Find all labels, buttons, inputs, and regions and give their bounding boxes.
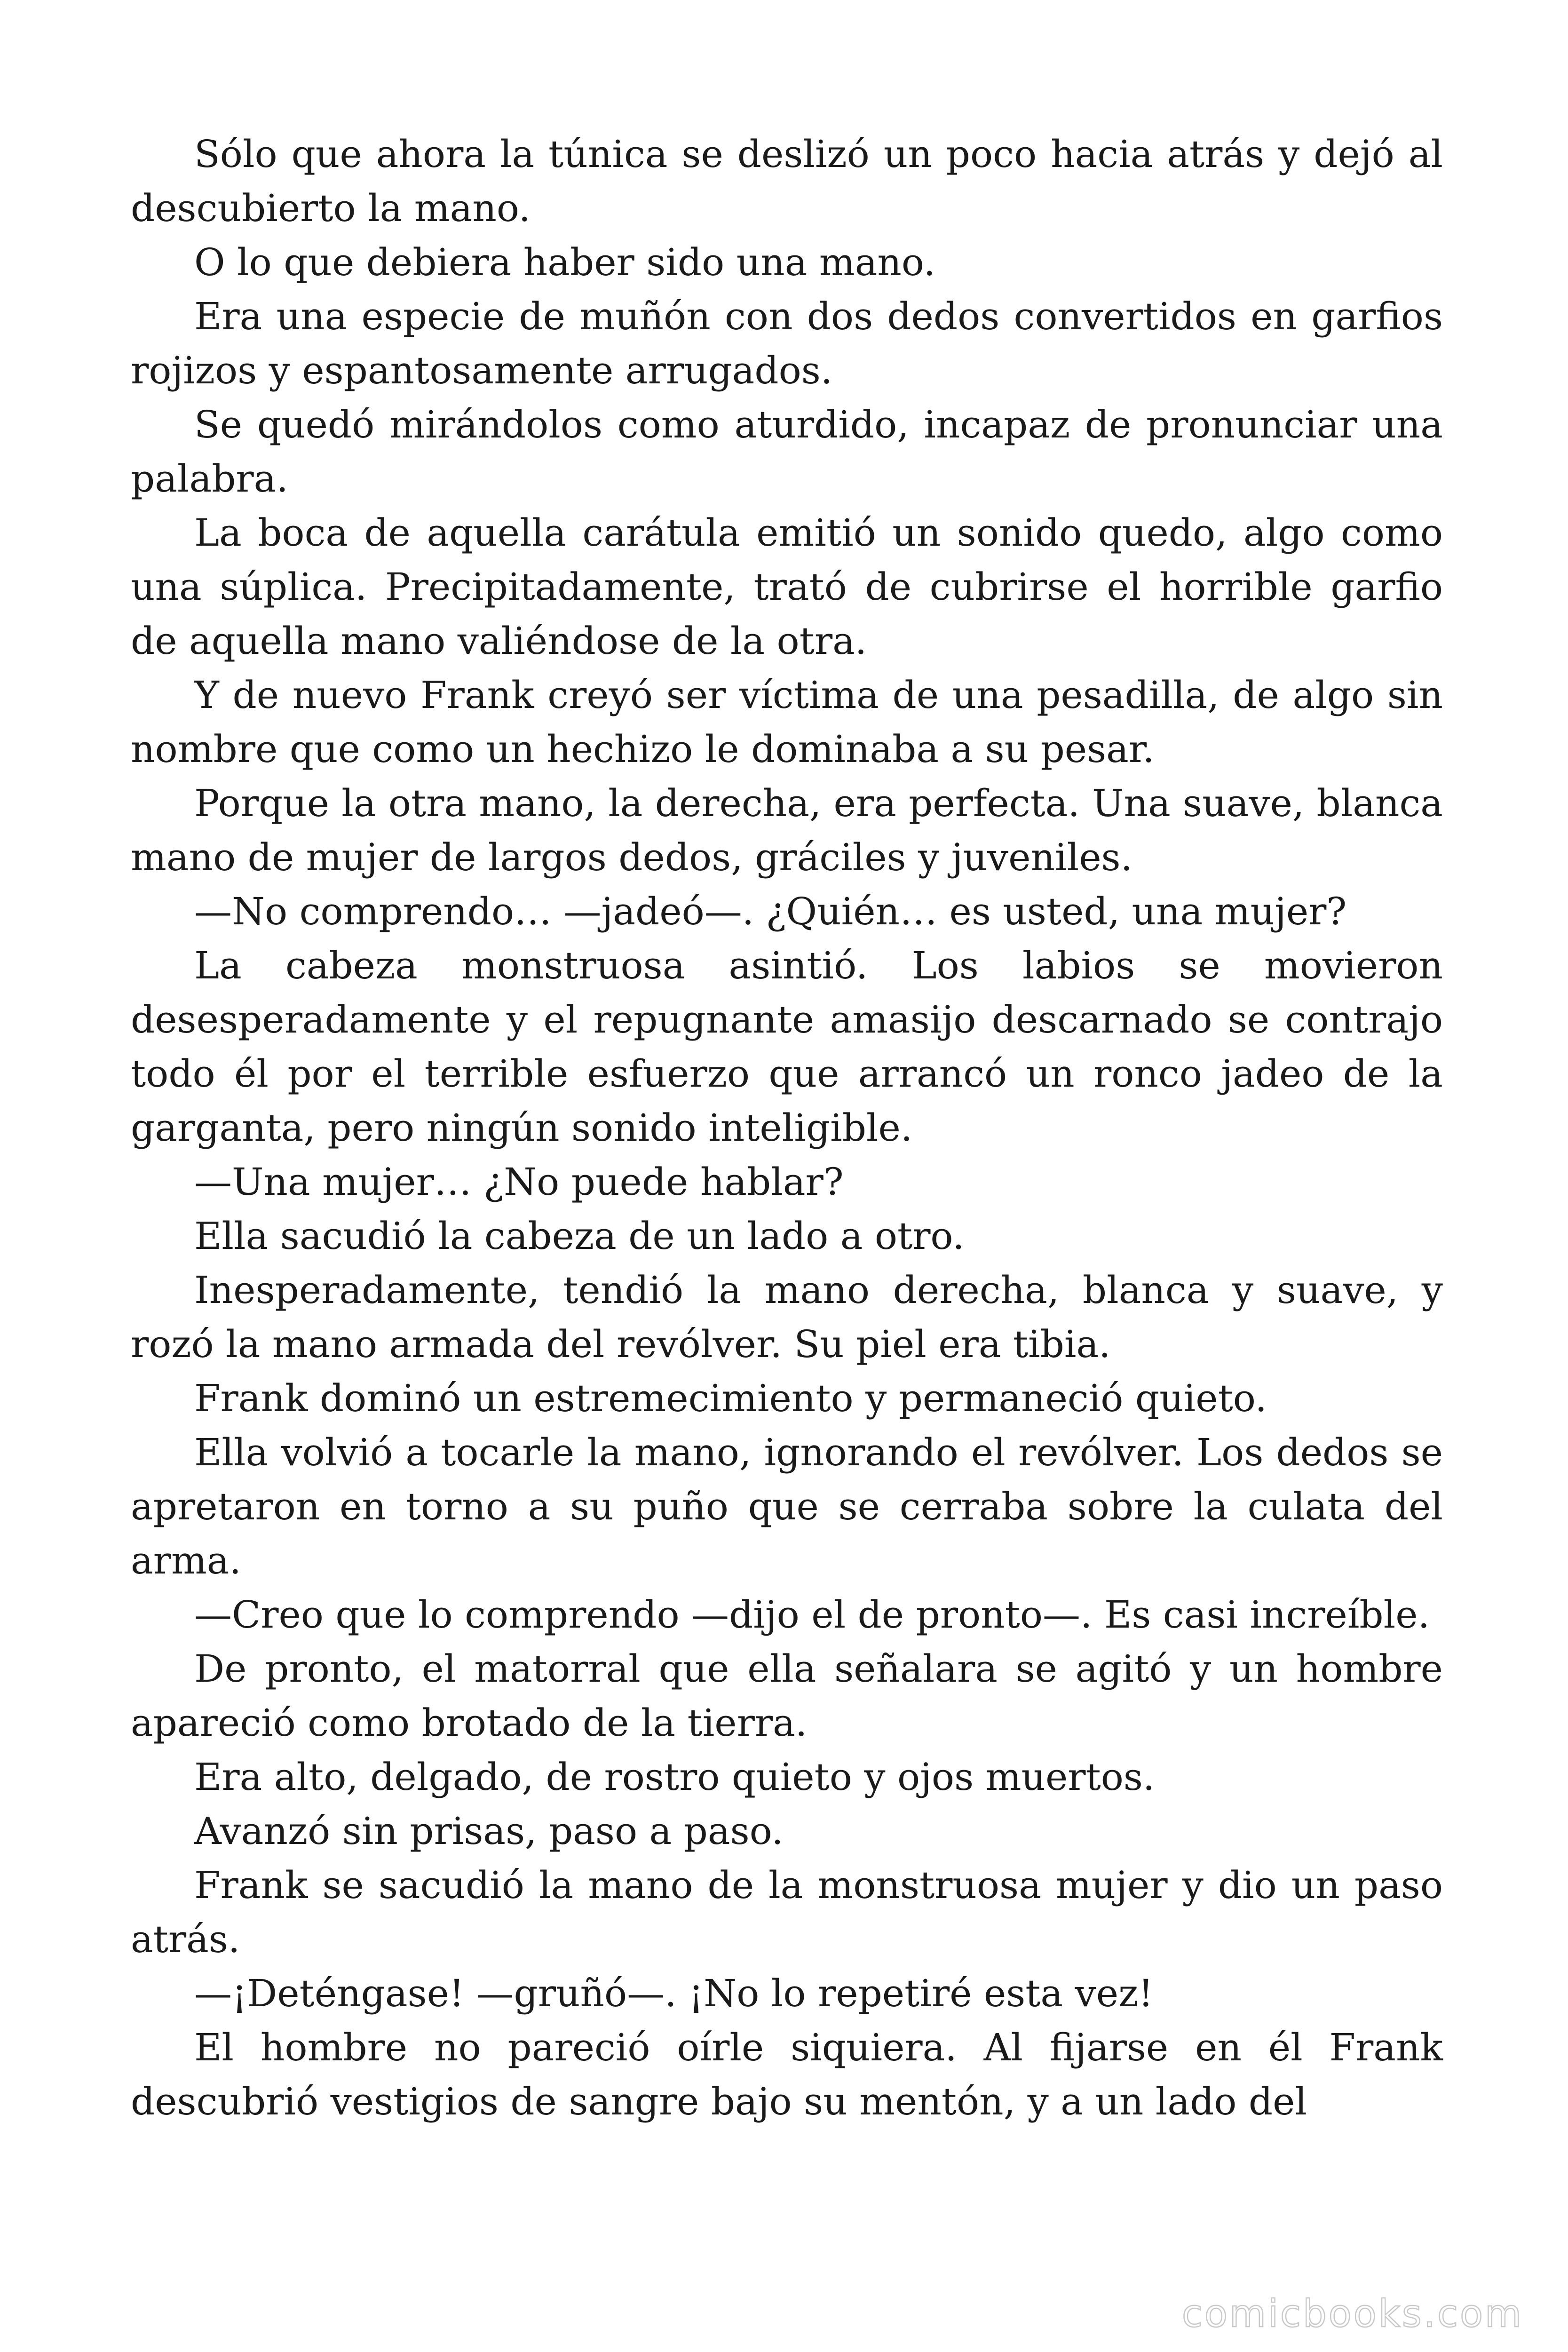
- paragraph: Era alto, delgado, de rostro quieto y ojos muertos.: [194, 1755, 1155, 1799]
- paragraph: La cabeza monstruosa asintió. Los labios se movieron desesperadamente y el repugnante amasijo descarnado se contrajo todo él por el terrible esfuerzo que arrancó un ronco jadeo de la garganta, pero ningún sonido inteligible.: [131, 944, 1443, 1150]
- paragraph: Porque la otra mano, la derecha, era perfecta. Una suave, blanca mano de mujer de largos dedos, gráciles y juveniles.: [131, 781, 1443, 879]
- paragraph: Avanzó sin prisas, paso a paso.: [194, 1809, 784, 1853]
- paragraph: Era una especie de muñón con dos dedos convertidos en garfios rojizos y espantosamente arrugados.: [131, 294, 1443, 392]
- paragraph: —¡Deténgase! —gruñó—. ¡No lo repetiré esta vez!: [194, 1971, 1154, 2015]
- paragraph: Se quedó mirándolos como aturdido, incapaz de pronunciar una palabra.: [131, 403, 1443, 501]
- paragraph: —Creo que lo comprendo —dijo el de pronto—. Es casi increíble.: [194, 1593, 1430, 1637]
- paragraph: De pronto, el matorral que ella señalara se agitó y un hombre apareció como brotado de la tierra.: [131, 1647, 1443, 1745]
- paragraph: Ella volvió a tocarle la mano, ignorando el revólver. Los dedos se apretaron en torno a su puño que se cerraba sobre la culata del arma.: [131, 1430, 1443, 1582]
- paragraph: —Una mujer… ¿No puede hablar?: [194, 1160, 844, 1204]
- paragraph: Frank dominó un estremecimiento y permaneció quieto.: [194, 1376, 1267, 1420]
- paragraph: La boca de aquella carátula emitió un sonido quedo, algo como una súplica. Precipitadamente, trató de cubrirse el horrible garfio de aquella mano valiéndose de la otra.: [131, 511, 1443, 663]
- paragraph: El hombre no pareció oírle siquiera. Al fijarse en él Frank descubrió vestigios de sangre bajo su mentón, y a un lado del: [131, 2026, 1443, 2123]
- paragraph: Sólo que ahora la túnica se deslizó un poco hacia atrás y dejó al descubierto la mano.: [131, 132, 1443, 230]
- paragraph: O lo que debiera haber sido una mano.: [194, 240, 936, 284]
- paragraph: —No comprendo… —jadeó—. ¿Quién… es usted, una mujer?: [194, 890, 1347, 933]
- paragraph: Y de nuevo Frank creyó ser víctima de una pesadilla, de algo sin nombre que como un hechizo le dominaba a su pesar.: [131, 673, 1443, 771]
- paragraph: Ella sacudió la cabeza de un lado a otro.: [194, 1214, 965, 1258]
- watermark-text: comicbooks.com: [1181, 2292, 1523, 2336]
- body-text: [131, 127, 1443, 2129]
- paragraph: Inesperadamente, tendió la mano derecha, blanca y suave, y rozó la mano armada del revólver. Su piel era tibia.: [131, 1268, 1443, 1366]
- paragraph: Frank se sacudió la mano de la monstruosa mujer y dio un paso atrás.: [131, 1863, 1443, 1961]
